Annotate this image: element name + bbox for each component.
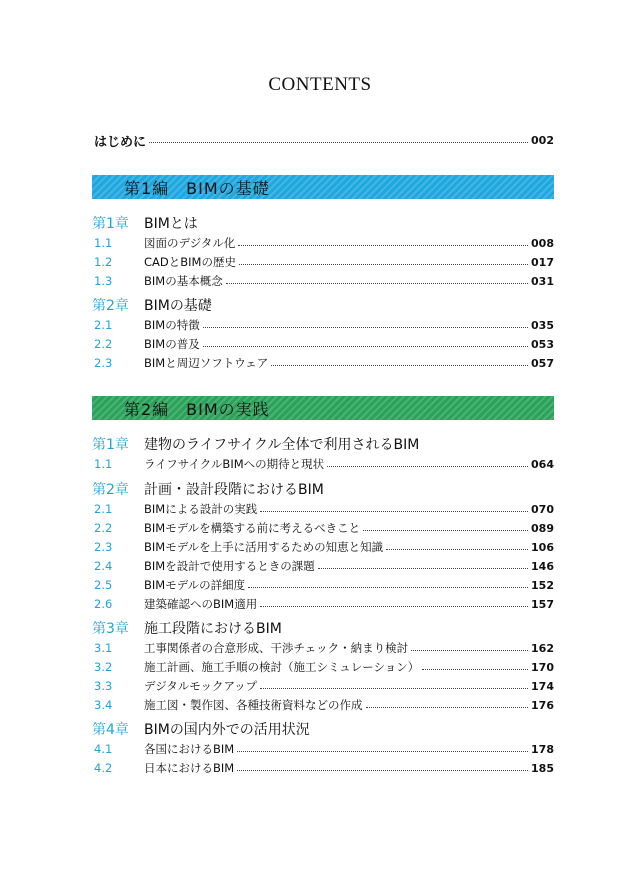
entry-page: 157 <box>531 597 554 611</box>
entry-title: ライフサイクルBIMへの期待と現状 <box>144 457 325 471</box>
leader-dots <box>203 326 528 328</box>
toc-entry[interactable] <box>94 519 554 537</box>
toc-entry[interactable] <box>94 639 554 657</box>
part-label: 第1編 BIMの基礎 <box>124 178 270 198</box>
toc-entry[interactable] <box>94 253 554 271</box>
section-number: 1.1 <box>94 236 113 250</box>
entry-page: 146 <box>531 559 554 573</box>
entry-page: 002 <box>531 133 554 147</box>
leader-dots <box>363 529 528 531</box>
leader-dots <box>203 345 528 347</box>
entry-page: 053 <box>531 337 554 351</box>
entry-page: 064 <box>531 457 554 471</box>
toc-entry[interactable] <box>94 500 554 518</box>
leader-dots <box>237 750 528 752</box>
page-title: CONTENTS <box>268 74 372 95</box>
section-number: 3.3 <box>94 679 113 693</box>
entry-title: BIMモデルの詳細度 <box>144 578 246 592</box>
leader-dots <box>411 649 528 651</box>
chapter-number: 第3章 <box>92 621 129 637</box>
section-number: 1.2 <box>94 255 113 269</box>
entry-title: BIMを設計で使用するときの課題 <box>144 559 315 573</box>
entry-title: 各国におけるBIM <box>144 742 235 756</box>
toc-entry[interactable] <box>94 455 554 473</box>
entry-page: 176 <box>531 698 554 712</box>
leader-dots <box>238 244 528 246</box>
entry-page: 089 <box>531 521 554 535</box>
section-number: 2.1 <box>94 502 113 516</box>
chapter-number: 第4章 <box>92 722 129 738</box>
entry-title: BIMの普及 <box>144 337 200 351</box>
entry-page: 106 <box>531 540 554 554</box>
entry-title: CADとBIMの歴史 <box>144 255 236 269</box>
toc-entry[interactable] <box>94 696 554 714</box>
toc-entry[interactable] <box>94 658 554 676</box>
leader-dots <box>149 141 528 143</box>
toc-entry[interactable] <box>94 316 554 334</box>
chapter-heading[interactable] <box>92 478 552 500</box>
chapter-number: 第2章 <box>92 482 129 498</box>
section-number: 2.3 <box>94 356 113 370</box>
leader-dots <box>318 567 528 569</box>
leader-dots <box>271 364 528 366</box>
chapter-heading[interactable] <box>92 433 552 455</box>
chapter-number: 第2章 <box>92 298 129 314</box>
entry-page: 152 <box>531 578 554 592</box>
entry-page: 035 <box>531 318 554 332</box>
leader-dots <box>226 282 528 284</box>
entry-title: 施工計画、施工手順の検討（施工シミュレーション） <box>144 660 420 674</box>
entry-title: 施工図・製作図、各種技術資料などの作成 <box>144 698 363 712</box>
section-number: 2.1 <box>94 318 113 332</box>
toc-entry[interactable] <box>94 595 554 613</box>
leader-dots <box>260 605 528 607</box>
toc-entry[interactable] <box>94 576 554 594</box>
entry-page: 174 <box>531 679 554 693</box>
part-label: 第2編 BIMの実践 <box>124 399 270 419</box>
entry-title: はじめに <box>94 134 147 150</box>
leader-dots <box>366 706 529 708</box>
leader-dots <box>422 668 528 670</box>
entry-page: 031 <box>531 274 554 288</box>
chapter-title: 施工段階におけるBIM <box>144 621 282 637</box>
entry-title: BIMモデルを上手に活用するための知恵と知識 <box>144 540 384 554</box>
part-banner-2 <box>92 396 554 420</box>
leader-dots <box>386 548 528 550</box>
toc-entry[interactable] <box>94 538 554 556</box>
entry-page: 170 <box>531 660 554 674</box>
entry-title: BIMによる設計の実践 <box>144 502 258 516</box>
leader-dots <box>260 687 528 689</box>
section-number: 2.2 <box>94 337 113 351</box>
toc-entry[interactable] <box>94 740 554 758</box>
leader-dots <box>327 465 528 467</box>
entry-title: BIMの特徴 <box>144 318 200 332</box>
entry-title: デジタルモックアップ <box>144 679 258 693</box>
chapter-title: 建物のライフサイクル全体で利用されるBIM <box>144 437 420 453</box>
chapter-number: 第1章 <box>92 437 129 453</box>
entry-page: 178 <box>531 742 554 756</box>
entry-title: 図面のデジタル化 <box>144 236 236 250</box>
chapter-title: BIMの国内外での活用状況 <box>144 722 310 738</box>
toc-entry[interactable] <box>94 759 554 777</box>
toc-entry[interactable] <box>94 335 554 353</box>
entry-title: BIMと周辺ソフトウェア <box>144 356 269 370</box>
entry-page: 008 <box>531 236 554 250</box>
entry-page: 070 <box>531 502 554 516</box>
toc-entry[interactable] <box>94 677 554 695</box>
chapter-title: BIMとは <box>144 216 198 232</box>
entry-title: 建築確認へのBIM適用 <box>144 597 258 611</box>
section-number: 4.2 <box>94 761 113 775</box>
section-number: 1.1 <box>94 457 113 471</box>
leader-dots <box>237 769 528 771</box>
entry-page: 017 <box>531 255 554 269</box>
section-number: 2.5 <box>94 578 113 592</box>
section-number: 4.1 <box>94 742 113 756</box>
toc-entry[interactable] <box>94 557 554 575</box>
part-banner-1 <box>92 175 554 199</box>
chapter-title: 計画・設計段階におけるBIM <box>144 482 324 498</box>
section-number: 2.4 <box>94 559 113 573</box>
toc-entry-intro[interactable] <box>94 131 554 149</box>
chapter-heading[interactable] <box>92 212 552 234</box>
leader-dots <box>248 586 528 588</box>
entry-page: 162 <box>531 641 554 655</box>
chapter-heading[interactable] <box>92 617 552 639</box>
section-number: 3.4 <box>94 698 113 712</box>
section-number: 1.3 <box>94 274 113 288</box>
section-number: 2.6 <box>94 597 113 611</box>
section-number: 2.3 <box>94 540 113 554</box>
section-number: 3.2 <box>94 660 113 674</box>
section-number: 2.2 <box>94 521 113 535</box>
chapter-number: 第1章 <box>92 216 129 232</box>
toc-entry[interactable] <box>94 234 554 252</box>
chapter-title: BIMの基礎 <box>144 298 212 314</box>
entry-page: 185 <box>531 761 554 775</box>
entry-title: BIMモデルを構築する前に考えるべきこと <box>144 521 361 535</box>
chapter-heading[interactable] <box>92 718 552 740</box>
toc-entry[interactable] <box>94 354 554 372</box>
toc-entry[interactable] <box>94 272 554 290</box>
entry-title: BIMの基本概念 <box>144 274 223 288</box>
section-number: 3.1 <box>94 641 113 655</box>
entry-title: 工事関係者の合意形成、干渉チェック・納まり検討 <box>144 641 409 655</box>
chapter-heading[interactable] <box>92 294 552 316</box>
entry-title: 日本におけるBIM <box>144 761 235 775</box>
leader-dots <box>260 510 528 512</box>
entry-page: 057 <box>531 356 554 370</box>
leader-dots <box>239 263 528 265</box>
